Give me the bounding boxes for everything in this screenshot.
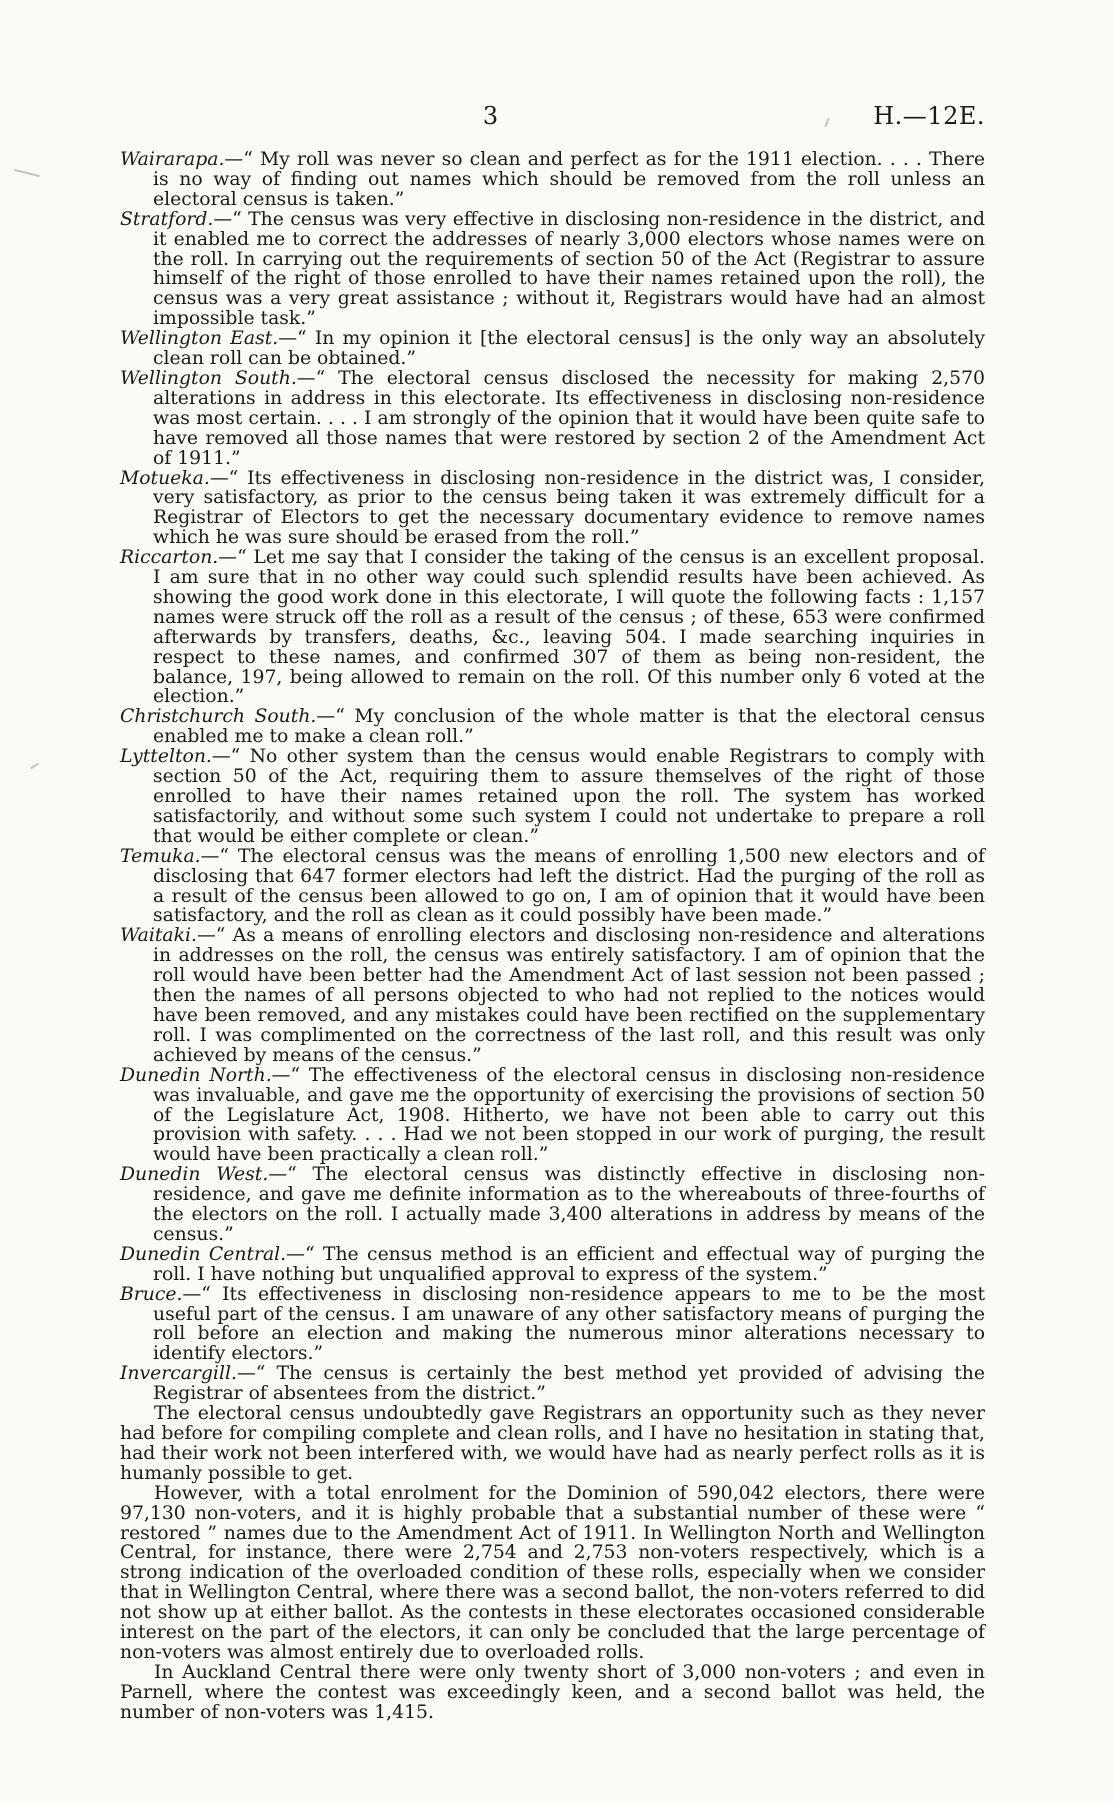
quote-wellington-east — [120, 329, 985, 369]
district-name: Wellington East. — [120, 328, 279, 350]
quote-text: —“ The census is certainly the best method yet provided of advising the Registrar of absentees from the district.” — [153, 1363, 985, 1405]
quote-text: —“ Its effectiveness in disclosing non-residence appears to me to be the most useful part of the census. I am unaware of any other satisfactory means of purging the roll before an election and making the numerous minor alterations necessary to identify electors.” — [153, 1283, 985, 1365]
quote-text: —“ No other system than the census would enable Registrars to comply with section 50 of the Act, requiring them to assure themselves of the right of those enrolled to have their names retained upon the roll. The system has worked satisfactorily, and without some such system I could not undertake to prepare a roll that would be either complete or clean.” — [153, 746, 985, 847]
district-name: Waitaki. — [120, 925, 197, 947]
district-name: Temuka. — [120, 845, 201, 867]
district-quotes-section — [120, 150, 985, 1404]
scan-artifact — [30, 763, 39, 769]
closing-paragraph: However, with a total enrolment for the Dominion of 590,042 electors, there were 97,130 non-voters, and it is highly probable that a substantial number of these were “ restored ” names due to the Amendment Act of 1911. In Wellington North and Wellington Central, for instance, there were 2,754 and 2,753 non-voters respectively, which is a strong indication of the overloaded condition of these rolls, especially when we consider that in Wellington Central, where there was a second ballot, the non-voters referred to did not show up at either ballot. As the contests in these electorates occasioned considerable interest on the part of the electors, it can only be concluded that the large percentage of non-voters was almost entirely due to overloaded rolls. — [120, 1482, 985, 1663]
quote-wairarapa — [120, 150, 985, 210]
district-name: Dunedin North. — [120, 1064, 272, 1086]
district-name: Wairarapa. — [120, 149, 225, 170]
district-name: Stratford. — [120, 208, 214, 230]
closing-paragraphs-section — [120, 1404, 985, 1723]
quote-bruce — [120, 1285, 985, 1365]
quote-dunedin-west — [120, 1165, 985, 1245]
district-name: Invercargill. — [120, 1363, 237, 1385]
district-name: Riccarton. — [120, 547, 219, 569]
district-name: Bruce. — [120, 1283, 183, 1305]
district-name: Motueka. — [120, 467, 210, 489]
quote-text: —“ The census method is an efficient and effectual way of purging the roll. I have nothing but unqualified approval to express of the system.” — [153, 1243, 985, 1285]
closing-paragraph: The electoral census undoubtedly gave Registrars an opportunity such as they never had before for compiling complete and clean rolls, and I have no hesitation in stating that, had their work not been interfered with, we would have had as nearly perfect rolls as it is humanly possible to get. — [120, 1403, 985, 1484]
quote-stratford — [120, 210, 985, 329]
quote-text: —“ The census was very effective in disclosing non-residence in the district, and it enabled me to correct the addresses of nearly 3,000 electors whose names were on the roll. In carrying out the requirements of section 50 of the Act (Registrar to assure himself of the right of those enrolled to have their names retained upon the roll), the census was a very great assistance ; without it, Registrars would have had an almost impossible task.” — [153, 208, 985, 330]
quote-text: —“ My conclusion of the whole matter is that the electoral census enabled me to make a clean roll.” — [153, 706, 986, 748]
page-content — [120, 150, 985, 1723]
district-name: Lyttelton. — [120, 746, 212, 768]
quote-text: —“ The electoral census was the means of enrolling 1,500 new electors and of disclosing that 647 former electors had left the district. Had the purging of the roll as a result of the census been allowed to go on, I am of opinion that it would have been satisfactory, and the roll as clean as it could possibly have been made.” — [153, 845, 985, 927]
district-name: Dunedin Central. — [120, 1243, 287, 1265]
quote-text: —“ My roll was never so clean and perfect as for the 1911 election. . . . There is no way of finding out names which should be removed from the roll unless an electoral census is taken.” — [153, 149, 985, 210]
district-name: Wellington South. — [120, 367, 297, 389]
quote-text: —“ The electoral census disclosed the necessity for making 2,570 alterations in address in this electorate. Its effectiveness in disclosing non-residence was most certain. . . . I am strongly of the opinion that it would have been quite safe to have removed all those names that were restored by section 2 of the Amendment Act of 1911.” — [153, 367, 985, 469]
quote-riccarton — [120, 548, 985, 707]
quote-dunedin-north — [120, 1066, 985, 1166]
quote-dunedin-central — [120, 1245, 985, 1285]
quote-motueka — [120, 469, 985, 549]
quote-text: —“ The effectiveness of the electoral census in disclosing non-residence was invaluable, and gave me the opportunity of exercising the provisions of section 50 of the Legislature Act, 1908. Hitherto, we have not been able to carry out this provision with safety. . . . Had we not been stopped in our work of purging, the result would have been practically a clean roll.” — [153, 1064, 985, 1166]
district-name: Dunedin West. — [120, 1164, 269, 1186]
page-header — [120, 102, 985, 130]
quote-christchurch-south — [120, 707, 985, 747]
quote-invercargill — [120, 1364, 985, 1404]
scan-artifact — [14, 169, 40, 177]
quote-text: —“ Its effectiveness in disclosing non-residence in the district was, I consider, very satisfactory, as prior to the census being taken it was extremely difficult for a Registrar of Electors to get the necessary documentary evidence to remove names which he was sure should be erased from the roll.” — [153, 467, 985, 549]
quote-waitaki — [120, 926, 985, 1065]
document-reference: H.—12E. — [873, 102, 985, 130]
closing-paragraph: In Auckland Central there were only twenty short of 3,000 non-voters ; and even in Parnell, where the contest was exceedingly keen, and a second ballot was held, the number of non-voters was 1,415. — [120, 1661, 985, 1723]
quote-text: —“ The electoral census was distinctly effective in disclosing non-residence, and gave me definite information as to the whereabouts of three-fourths of the electors on the roll. I actually made 3,400 alterations in address by means of the census.” — [153, 1164, 985, 1245]
page-number: 3 — [482, 102, 499, 130]
quote-text: —“ Let me say that I consider the taking of the census is an excellent proposal. I am sure that in no other way could such splendid results have been achieved. As showing the good work done in this electorate, I will quote the following facts : 1,157 names were struck off the roll as a result of the census ; of these, 653 were confirmed afterwards by transfers, deaths, &c., leaving 504. I made searching inquiries in respect to these names, and confirmed 307 of them as being non-resident, the balance, 197, being allowed to remain on the roll. Of this number only 6 voted at the election.” — [153, 547, 985, 708]
district-name: Christchurch South. — [120, 706, 317, 728]
quote-lyttelton — [120, 747, 985, 847]
quote-text: —“ In my opinion it [the electoral census] is the only way an absolutely clean roll can be obtained.” — [153, 328, 985, 370]
quote-wellington-south — [120, 369, 985, 469]
quote-text: —“ As a means of enrolling electors and disclosing non-residence and alterations in addresses on the roll, the census was entirely satisfactory. I am of opinion that the roll would have been better had the Amendment Act of last session not been passed ; then the names of all persons objected to who had not replied to the notices would have been removed, and any mistakes could have been rectified on the supplementary roll. I was complimented on the correctness of the last roll, and this result was only achieved by means of the census.” — [153, 925, 985, 1066]
quote-temuka — [120, 847, 985, 927]
